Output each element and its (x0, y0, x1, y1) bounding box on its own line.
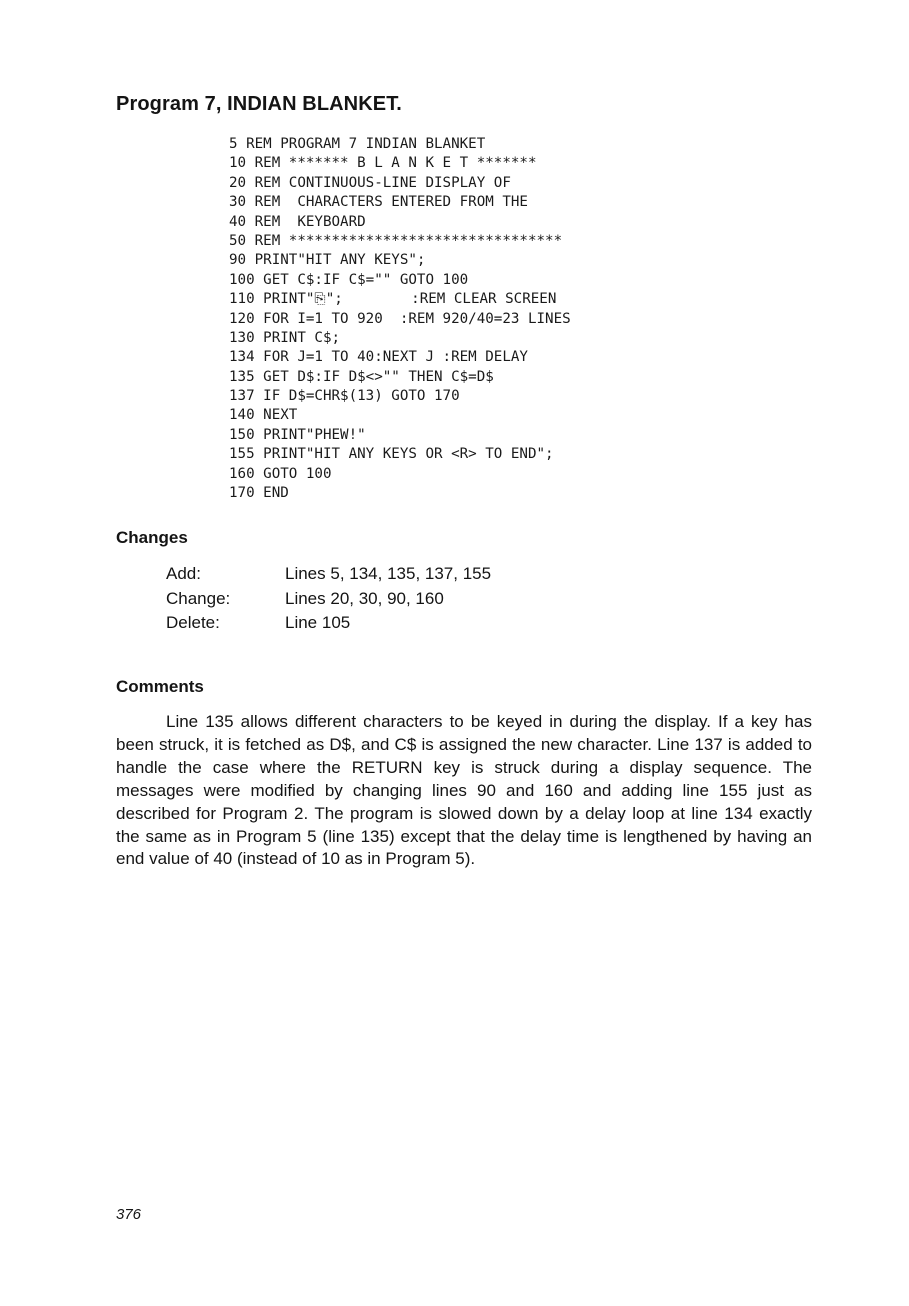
code-line: 50 REM ******************************** (229, 232, 563, 249)
change-value: Lines 20, 30, 90, 160 (285, 588, 444, 608)
code-line: 170 END (229, 485, 289, 502)
change-value: Line 105 (285, 613, 351, 632)
change-label: Change: (166, 588, 231, 608)
page-number: 376 (116, 1206, 142, 1223)
code-listing (229, 135, 709, 503)
code-line: 160 GOTO 100 (229, 465, 332, 482)
code-line: 155 PRINT"HIT ANY KEYS OR <R> TO END"; (229, 446, 554, 463)
code-line: 40 REM KEYBOARD (229, 213, 366, 230)
code-line: 130 PRINT C$; (229, 329, 341, 346)
code-line: 10 REM ******* B L A N K E T ******* (229, 155, 537, 172)
code-line: 140 NEXT (229, 407, 298, 424)
program-title: Program 7, INDIAN BLANKET. (116, 93, 402, 115)
code-line: 30 REM CHARACTERS ENTERED FROM THE (229, 194, 528, 211)
change-label: Add: (166, 564, 201, 583)
change-row-add (166, 564, 491, 589)
code-line: 137 IF D$=CHR$(13) GOTO 170 (229, 388, 460, 405)
comments-heading: Comments (116, 677, 204, 696)
changes-table (166, 564, 491, 638)
code-line: 20 REM CONTINUOUS-LINE DISPLAY OF (229, 174, 511, 191)
code-line: 134 FOR J=1 TO 40:NEXT J :REM DELAY (229, 349, 528, 366)
change-label: Delete: (166, 613, 220, 632)
change-row-change (166, 589, 491, 614)
change-value: Lines 5, 134, 135, 137, 155 (285, 564, 492, 583)
code-line: 90 PRINT"HIT ANY KEYS"; (229, 252, 426, 269)
code-line: 5 REM PROGRAM 7 INDIAN BLANKET (229, 136, 486, 152)
code-line: 100 GET C$:IF C$="" GOTO 100 (229, 271, 469, 288)
code-line: 120 FOR I=1 TO 920 :REM 920/40=23 LINES (229, 310, 571, 327)
code-line: 150 PRINT"PHEW!" (229, 426, 366, 443)
changes-heading: Changes (116, 528, 188, 547)
code-line: 110 PRINT"⎘"; :REM CLEAR SCREEN (229, 291, 557, 308)
comments-paragraph: Line 135 allows different characters to be keyed in during the display. If a key has been struck, it is fetched as D$, and C$ is assigned the new character. Line 137 is added to handle the case where the RETURN key is struck during a display sequence. The messages were modified by changing lines 90 and 160 and adding line 155 just as described for Program 2. The program is slowed down by a delay loop at line 134 exactly the same as in Program 5 (line 135) except that the delay time is lengthened by having an end value of 40 (instead of 10 as in Program 5). (116, 712, 812, 869)
code-line: 135 GET D$:IF D$<>"" THEN C$=D$ (229, 368, 494, 385)
change-row-delete (166, 613, 491, 638)
